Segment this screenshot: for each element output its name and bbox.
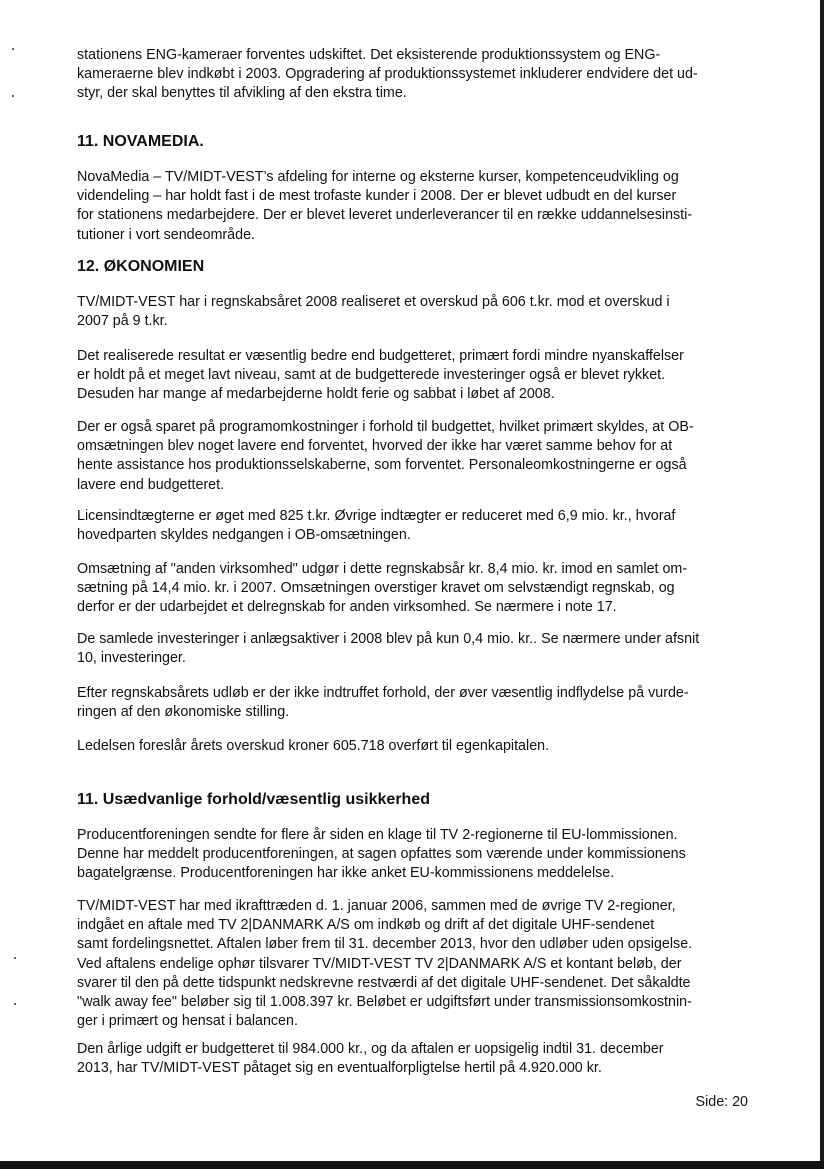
- page-number: Side: 20: [695, 1094, 748, 1110]
- scan-speck: [12, 48, 14, 50]
- heading-okonomien: 12. ØKONOMIEN: [77, 258, 205, 275]
- paragraph-ledelsen: Ledelsen foreslår årets overskud kroner 605.718 overført til egenkapitalen.: [77, 738, 550, 754]
- paragraph-licensindtaegter: Licensindtægterne er øget med 825 t.kr. Øvrige indtægter er reduceret med 6,9 mio. kr., hvoraf hovedparten skyldes nedgangen i OB-omsætningen.: [77, 508, 676, 544]
- paragraph-efter-regnskabsaaret: Efter regnskabsårets udløb er der ikke indtruffet forhold, der øver væsentlig indflydelse på vurde- ringen af den økonomiske stilling.: [77, 685, 689, 721]
- heading-usaedvanlige-forhold: 11. Usædvanlige forhold/væsentlig usikkerhed: [77, 791, 430, 808]
- scan-border-bottom: [0, 1161, 824, 1169]
- paragraph-uhf-aftale: TV/MIDT-VEST har med ikrafttræden d. 1. januar 2006, sammen med de øvrige TV 2-regioner, indgået en aftale med TV 2|DANMARK A/S om indkøb og drift af det digitale UHF-sendenet samt fordelingsnettet. Aftalen løber frem til 31. december 2013, hvor den udløber uden opsigelse. Ved aftalens endelige ophør tilsvarer TV/MIDT-VEST TV 2|DANMARK A/S et kontant beløb, der svarer til den på dette tidspunkt nedskrevne restværdi af det digitale UHF-sendenet. Det såkaldte "walk away fee" beløber sig til 1.008.397 kr. Beløbet er udgiftsført under transmissionsomkostnin- ger i primært og hensat i balancen.: [77, 898, 693, 1030]
- scan-speck: [12, 95, 14, 97]
- paragraph-resultat: Det realiserede resultat er væsentlig bedre end budgetteret, primært fordi mindre nyanskaffelser er holdt på et meget lavt niveau, samt at de budgetterede investeringer også er blevet rykket. Desuden har mange af medarbejderne holdt ferie og sabbat i løbet af 2008.: [77, 348, 684, 403]
- paragraph-investeringer: De samlede investeringer i anlægsaktiver i 2008 blev på kun 0,4 mio. kr.. Se nærmere under afsnit 10, investeringer.: [77, 631, 700, 667]
- paragraph-eng-cameras: stationens ENG-kameraer forventes udskiftet. Det eksisterende produktionssystem og ENG- kameraerne blev indkøbt i 2003. Opgradering af produktionssystemet inkluderer endvidere det ud- styr, der skal benyttes til afvikling af den ekstra time.: [77, 47, 698, 102]
- paragraph-programomkostninger: Der er også sparet på programomkostninger i forhold til budgettet, hvilket primært skyldes, at OB- omsætningen blev noget lavere end forventet, hvorved der ikke har været samme behov for at hente assistance hos produktionsselskaberne, som forventet. Personaleomkostningerne er også lavere end budgetteret.: [77, 419, 694, 493]
- scan-border-right: [820, 0, 824, 1169]
- scan-speck: [14, 957, 16, 959]
- paragraph-eventualforpligtelse: Den årlige udgift er budgetteret til 984.000 kr., og da aftalen er uopsigelig indtil 31. december 2013, har TV/MIDT-VEST påtaget sig en eventualforpligtelse hertil på 4.920.000 kr.: [77, 1041, 664, 1077]
- paragraph-novamedia: NovaMedia – TV/MIDT-VEST’s afdeling for interne og eksterne kurser, kompetenceudvikling og videndeling – har holdt fast i de mest trofaste kunder i 2008. Der er blevet udbudt en del kurser for stationens medarbejdere. Der er blevet leveret underleverancer til en række uddannelsesinsti- tutioner i vort sendeområde.: [77, 169, 693, 243]
- paragraph-overskud: TV/MIDT-VEST har i regnskabsåret 2008 realiseret et overskud på 606 t.kr. mod et overskud i 2007 på 9 t.kr.: [77, 294, 670, 330]
- scan-speck: [14, 1003, 16, 1005]
- heading-novamedia: 11. NOVAMEDIA.: [77, 133, 204, 150]
- paragraph-anden-virksomhed: Omsætning af "anden virksomhed" udgør i dette regnskabsår kr. 8,4 mio. kr. imod en samlet om- sætning på 14,4 mio. kr. i 2007. Omsætningen overstiger kravet om selvstændigt regnskab, og derfor er der udarbejdet et delregnskab for anden virksomhed. Se nærmere i note 17.: [77, 561, 688, 616]
- paragraph-producentforeningen: Producentforeningen sendte for flere år siden en klage til TV 2-regionerne til EU-lommissionen. Denne har meddelt producentforeningen, at sagen opfattes som værende under kommissionens bagatelgrænse. Producentforeningen har ikke anket EU-kommissionens meddelelse.: [77, 827, 686, 882]
